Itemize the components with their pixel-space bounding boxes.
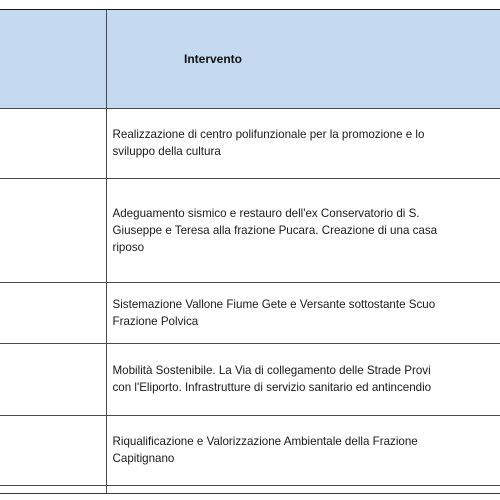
intervento-line: riposo (112, 240, 145, 254)
header-cell-left (0, 10, 106, 108)
table-row (0, 415, 500, 485)
table-row (0, 108, 500, 178)
table-row (0, 178, 500, 282)
table-header-row (0, 10, 500, 108)
table-row (0, 343, 500, 415)
row-intervento-cell (106, 282, 500, 343)
intervento-line: Realizzazione di centro polifunzionale per la promozione e lo (112, 128, 425, 141)
row-left-cell (0, 485, 106, 494)
intervento-line: con l'Eliporto. Infrastrutture di servizio sanitario ed antincendio (112, 381, 432, 394)
row-intervento-cell (106, 178, 500, 282)
row-intervento-cell (106, 415, 500, 485)
intervento-line: Sistemazione Vallone Fiume Gete e Versante sottostante Scuo (112, 297, 436, 311)
row-intervento-cell (106, 485, 500, 494)
row-left-cell (0, 282, 106, 343)
row-left-cell (0, 343, 106, 415)
row-left-cell (0, 415, 106, 485)
intervento-line: Capitignano (112, 452, 175, 465)
intervento-line: Frazione Polvica (112, 314, 199, 328)
row-intervento-cell (106, 108, 500, 178)
intervento-line: Adeguamento sismico e restauro dell'ex Conservatorio di S. (112, 206, 420, 220)
row-left-cell (0, 178, 106, 282)
interventions-table (0, 10, 500, 494)
row-left-cell (0, 108, 106, 178)
row-intervento-cell (106, 343, 500, 415)
header-cell-intervento (106, 10, 500, 108)
intervento-line: Mobilità Sostenibile. La Via di collegamento delle Strade Provi (112, 364, 431, 377)
table-row (0, 282, 500, 343)
intervento-line: Giuseppe e Teresa alla frazione Pucara. Creazione di una casa (112, 223, 438, 237)
intervento-line: sviluppo della cultura (112, 145, 221, 158)
table-row (0, 485, 500, 494)
intervento-line: Riqualificazione e Valorizzazione Ambientale della Frazione (112, 435, 418, 448)
header-intervento-label: Intervento (183, 51, 242, 66)
interventions-table-frame (0, 9, 500, 494)
